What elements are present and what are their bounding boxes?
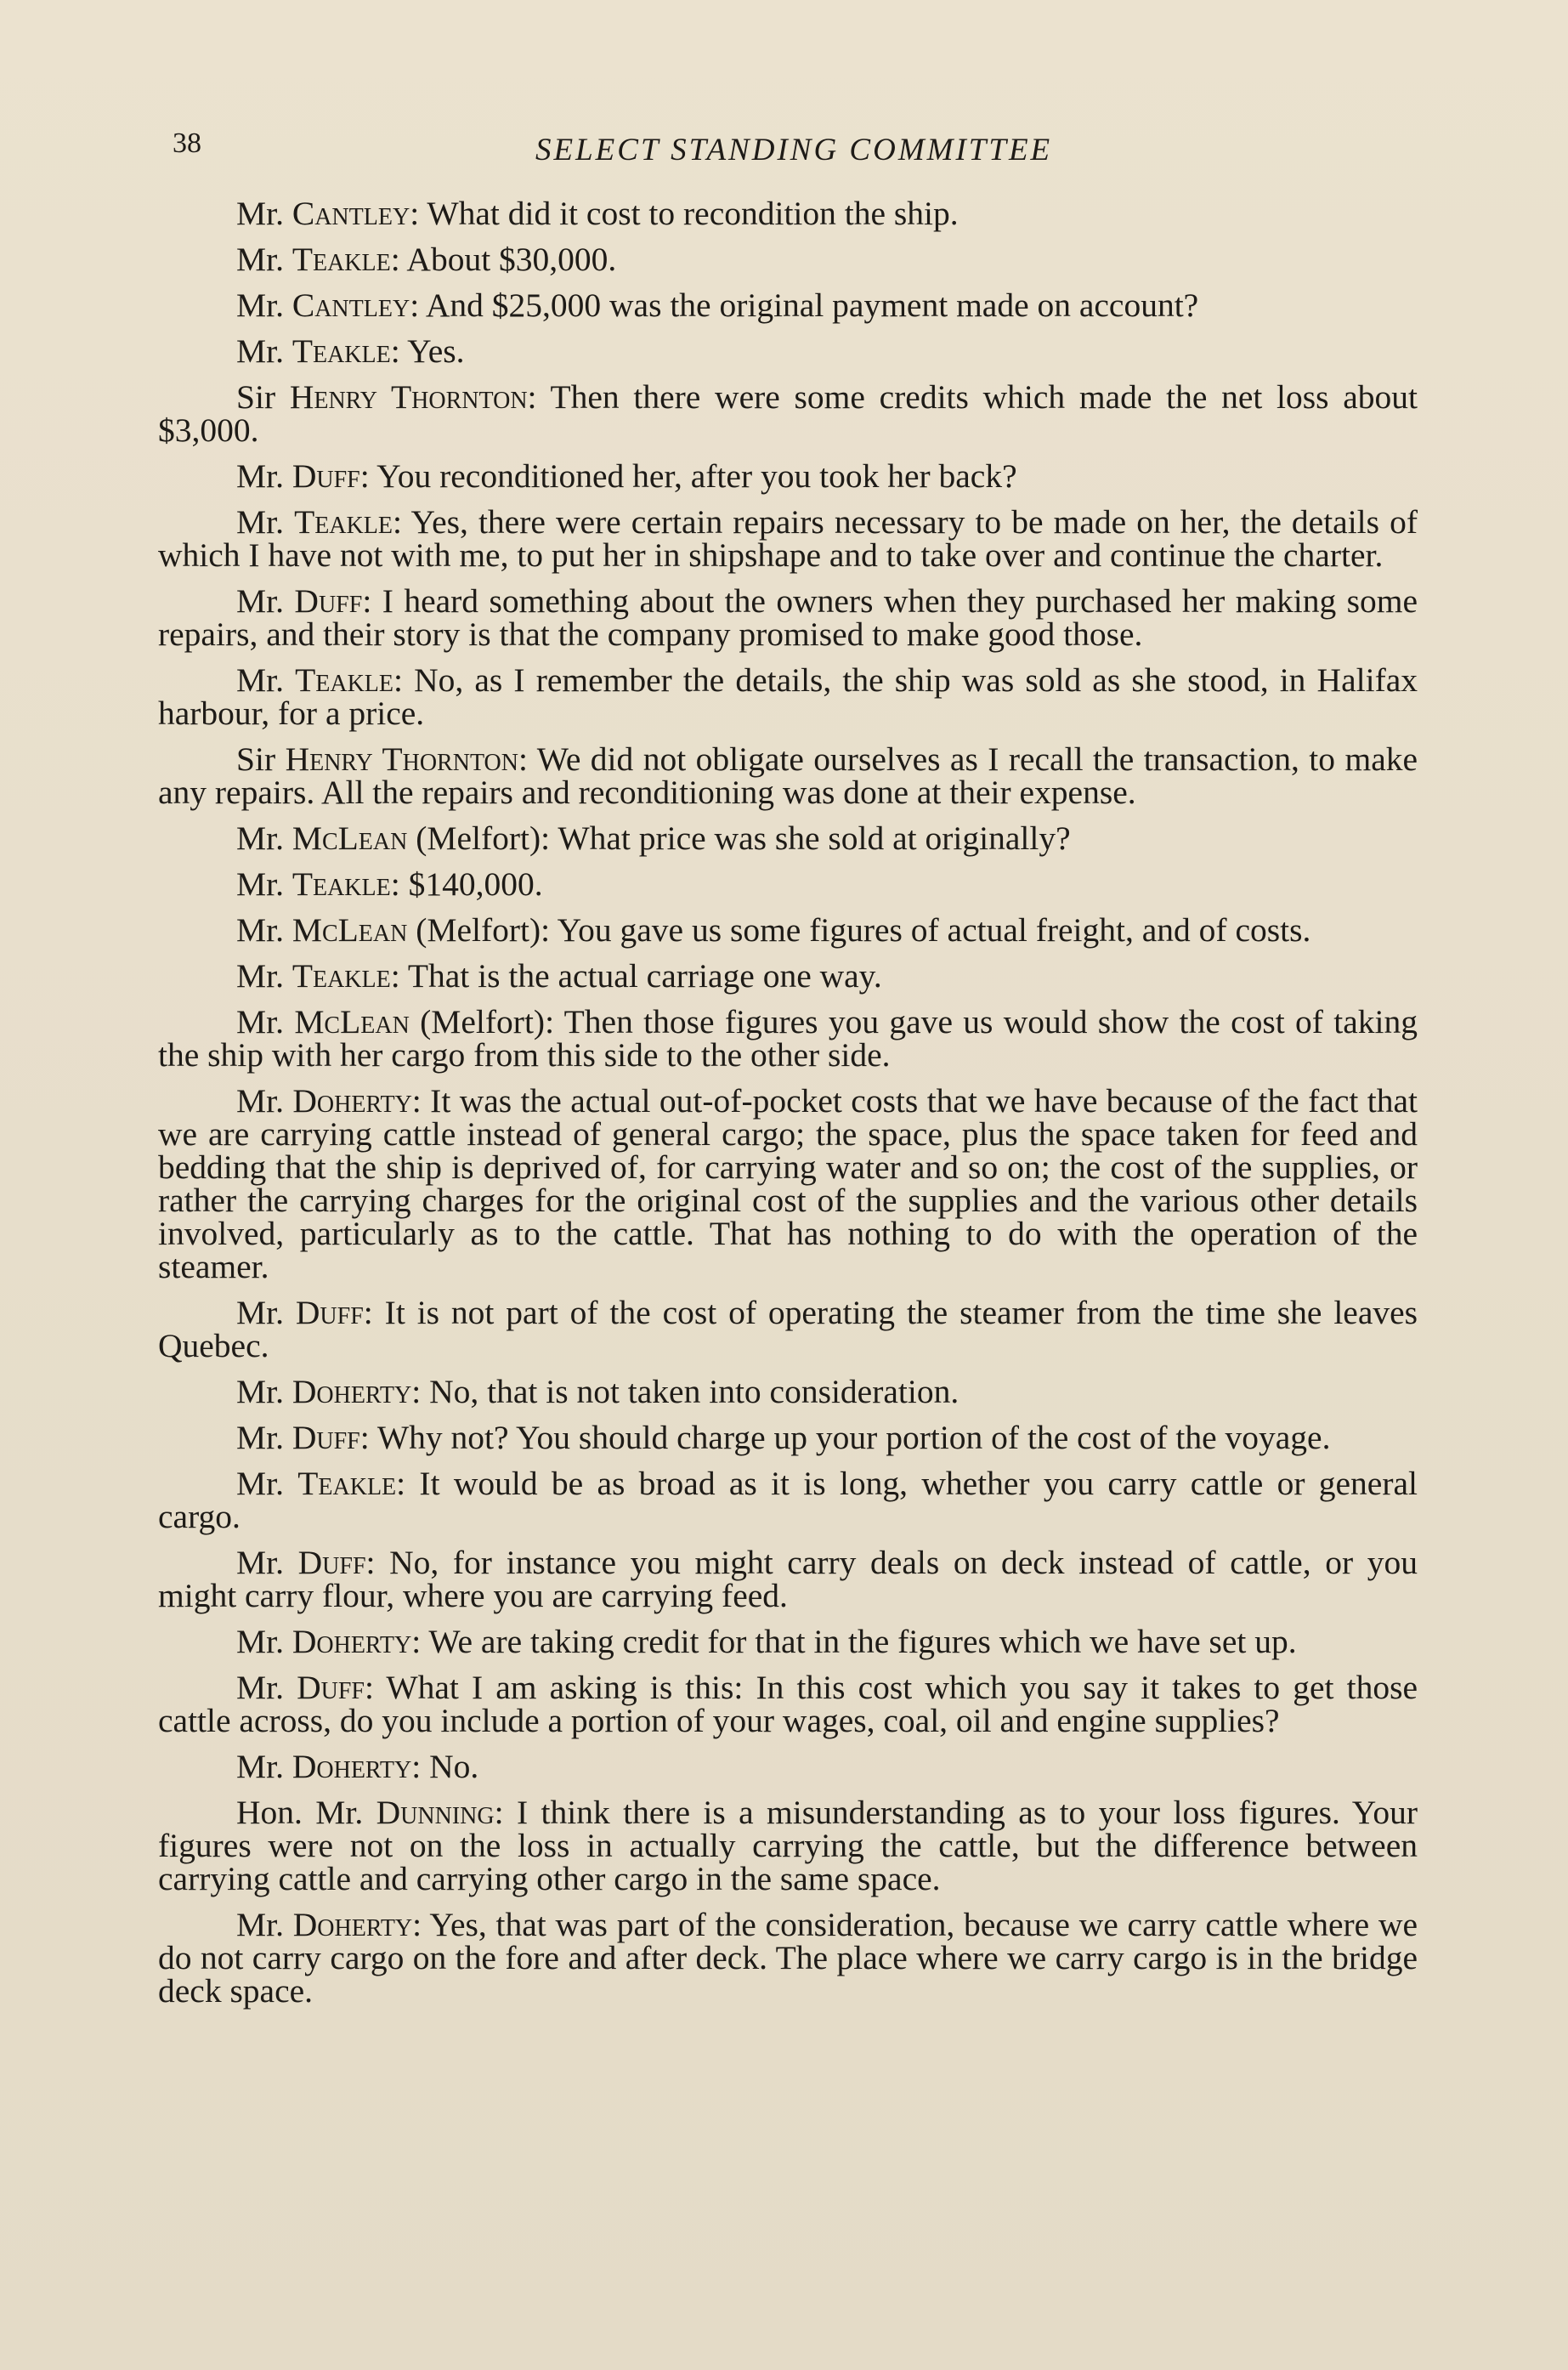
speaker-prefix: Mr. xyxy=(236,195,284,232)
speaker-name: Teakle xyxy=(294,503,393,541)
speaker-name: Henry Thornton xyxy=(285,740,518,778)
speaker-name: Teakle xyxy=(292,957,391,995)
speaker-paragraph xyxy=(158,197,1418,230)
speaker-name: Teakle xyxy=(292,865,391,903)
speaker-paragraph xyxy=(158,1082,1418,1285)
speaker-name: Dunning xyxy=(376,1794,495,1831)
speaker-paragraph xyxy=(158,457,1418,495)
speech-text: : You reconditioned her, after you took her back? xyxy=(359,457,1017,495)
speaker-paragraph xyxy=(158,957,1418,995)
speech-text: : What did it cost to recondition the ship. xyxy=(410,195,959,232)
speaker-prefix: Mr. xyxy=(236,911,284,949)
speaker-name: Duff xyxy=(294,582,363,620)
speaker-paragraph xyxy=(158,1296,1418,1363)
speaker-prefix: Sir xyxy=(236,740,276,778)
speaker-prefix: Mr. xyxy=(236,332,284,370)
speaker-name: Teakle xyxy=(295,661,394,699)
speaker-paragraph xyxy=(158,1421,1418,1454)
speaker-name: Duff xyxy=(297,1544,366,1581)
speaker-paragraph xyxy=(158,1546,1418,1613)
speech-text: : No. xyxy=(411,1748,479,1785)
speaker-name: Cantley xyxy=(292,286,410,324)
speaker-paragraph xyxy=(158,582,1418,653)
speech-text: : Why not? You should charge up your portion of the cost of the voyage. xyxy=(359,1419,1331,1456)
speech-text: : And $25,000 was the original payment made on account? xyxy=(410,286,1199,324)
speech-text: : No, as I remember the details, the ship was sold as she stood, in Halifax harbour, for a price. xyxy=(158,661,1418,732)
speech-text: : No, that is not taken into consideration. xyxy=(411,1373,959,1410)
speaker-name: Doherty xyxy=(292,1623,412,1660)
speaker-name: Doherty xyxy=(292,1906,413,1943)
speech-text: : I think there is a misunderstanding as to your loss figures. Your figures were not on the loss in actually carrying the cattle, but the difference between carrying cattle and carrying other cargo in the same space. xyxy=(158,1794,1418,1897)
speaker-prefix: Mr. xyxy=(236,1544,284,1581)
speaker-prefix: Mr. xyxy=(236,241,284,278)
speaker-prefix: Mr. xyxy=(236,1623,284,1660)
speaker-prefix: Mr. xyxy=(236,1669,284,1706)
speech-text: (Melfort): You gave us some figures of actual freight, and of costs. xyxy=(407,911,1311,949)
speaker-prefix: Mr. xyxy=(236,1082,284,1120)
speaker-name: Duff xyxy=(295,1294,364,1331)
speaker-paragraph xyxy=(158,378,1418,449)
speaker-paragraph xyxy=(158,1625,1418,1658)
speaker-name: McLean xyxy=(292,819,408,857)
speaker-paragraph xyxy=(158,911,1418,949)
speaker-prefix: Mr. xyxy=(236,1294,284,1331)
speech-text: : We did not obligate ourselves as I recall the transaction, to make any repairs. All the repairs and reconditioning was done at their expense. xyxy=(158,740,1418,811)
page-number: 38 xyxy=(173,128,201,159)
speaker-prefix: Mr. xyxy=(236,957,284,995)
speaker-name: Teakle xyxy=(292,332,391,370)
speaker-name: Cantley xyxy=(292,195,410,232)
speech-text: (Melfort): What price was she sold at originally? xyxy=(407,819,1071,857)
speaker-prefix: Mr. xyxy=(236,1748,284,1785)
speaker-paragraph xyxy=(158,1671,1418,1738)
speech-text: (Melfort): Then those figures you gave us would show the cost of taking the ship with her cargo from this side to the other side. xyxy=(158,1003,1418,1074)
transcript-body xyxy=(158,197,1418,2021)
speaker-name: Doherty xyxy=(292,1373,412,1410)
speech-text: : Yes, there were certain repairs necessary to be made on her, the details of which I have not with me, to put her in shipshape and to take over and continue the charter. xyxy=(158,503,1418,574)
speech-text: : It was the actual out-of-pocket costs that we have because of the fact that we are carrying cattle instead of general cargo; the space, plus the space taken for feed and bedding that the ship is deprived of, for carrying water and so on; the cost of the supplies, or rather the carrying charges for the original cost of the supplies and the various other details involved, particularly as to the cattle. That has nothing to do with the operation of the steamer. xyxy=(158,1082,1418,1285)
speech-text: : $140,000. xyxy=(390,865,543,903)
speaker-prefix: Hon. Mr. xyxy=(236,1794,364,1831)
speech-text: : That is the actual carriage one way. xyxy=(390,957,882,995)
speaker-name: Duff xyxy=(292,1419,360,1456)
speaker-name: Duff xyxy=(297,1669,365,1706)
speaker-prefix: Mr. xyxy=(236,1373,284,1410)
speaker-paragraph xyxy=(158,1375,1418,1409)
speaker-prefix: Mr. xyxy=(236,1906,284,1943)
speech-text: : No, for instance you might carry deals on deck instead of cattle, or you might carry flour, where you are carrying feed. xyxy=(158,1544,1418,1614)
speaker-prefix: Mr. xyxy=(236,503,284,541)
speaker-paragraph xyxy=(158,286,1418,324)
speaker-prefix: Mr. xyxy=(236,819,284,857)
speaker-paragraph xyxy=(158,332,1418,370)
speaker-prefix: Mr. xyxy=(236,1419,284,1456)
running-head: SELECT STANDING COMMITTEE xyxy=(535,133,1053,167)
speaker-paragraph xyxy=(158,661,1418,732)
speaker-prefix: Mr. xyxy=(236,286,284,324)
speaker-name: Teakle xyxy=(292,241,391,278)
speaker-paragraph xyxy=(158,1467,1418,1534)
speaker-name: Teakle xyxy=(297,1465,397,1502)
speech-text: : Yes, that was part of the consideration, because we carry cattle where we do not carry cargo on the fore and after deck. The place where we carry cargo is in the bridge deck space. xyxy=(158,1906,1418,2010)
speech-text: : Yes. xyxy=(390,332,465,370)
speaker-paragraph xyxy=(158,503,1418,574)
speaker-paragraph xyxy=(158,1750,1418,1783)
speech-text: : Then there were some credits which made the net loss about $3,000. xyxy=(158,378,1418,449)
speaker-paragraph xyxy=(158,740,1418,811)
speaker-name: Duff xyxy=(292,457,360,495)
speaker-name: McLean xyxy=(294,1003,410,1040)
speech-text: : About $30,000. xyxy=(390,241,617,278)
speaker-name: McLean xyxy=(292,911,408,949)
speaker-prefix: Mr. xyxy=(236,661,284,699)
speaker-paragraph xyxy=(158,819,1418,857)
speaker-paragraph xyxy=(158,1003,1418,1074)
speech-text: : It would be as broad as it is long, whether you carry cattle or general cargo. xyxy=(158,1465,1418,1535)
speaker-paragraph xyxy=(158,865,1418,903)
speech-text: : I heard something about the owners when they purchased her making some repairs, and their story is that the company promised to make good those. xyxy=(158,582,1418,653)
speech-text: : We are taking credit for that in the figures which we have set up. xyxy=(411,1623,1297,1660)
speaker-paragraph xyxy=(158,243,1418,276)
speaker-prefix: Mr. xyxy=(236,865,284,903)
speaker-prefix: Mr. xyxy=(236,582,284,620)
speaker-name: Henry Thornton xyxy=(289,378,528,416)
speech-text: : What I am asking is this: In this cost which you say it takes to get those cattle across, do you include a portion of your wages, coal, oil and engine supplies? xyxy=(158,1669,1418,1739)
speaker-prefix: Mr. xyxy=(236,1003,284,1040)
speaker-prefix: Sir xyxy=(236,378,276,416)
speaker-name: Doherty xyxy=(292,1748,412,1785)
speaker-prefix: Mr. xyxy=(236,457,284,495)
speech-text: : It is not part of the cost of operating the steamer from the time she leaves Quebec. xyxy=(158,1294,1418,1364)
speaker-prefix: Mr. xyxy=(236,1465,284,1502)
speaker-paragraph xyxy=(158,1908,1418,2008)
speaker-paragraph xyxy=(158,1796,1418,1896)
speaker-name: Doherty xyxy=(292,1082,412,1120)
